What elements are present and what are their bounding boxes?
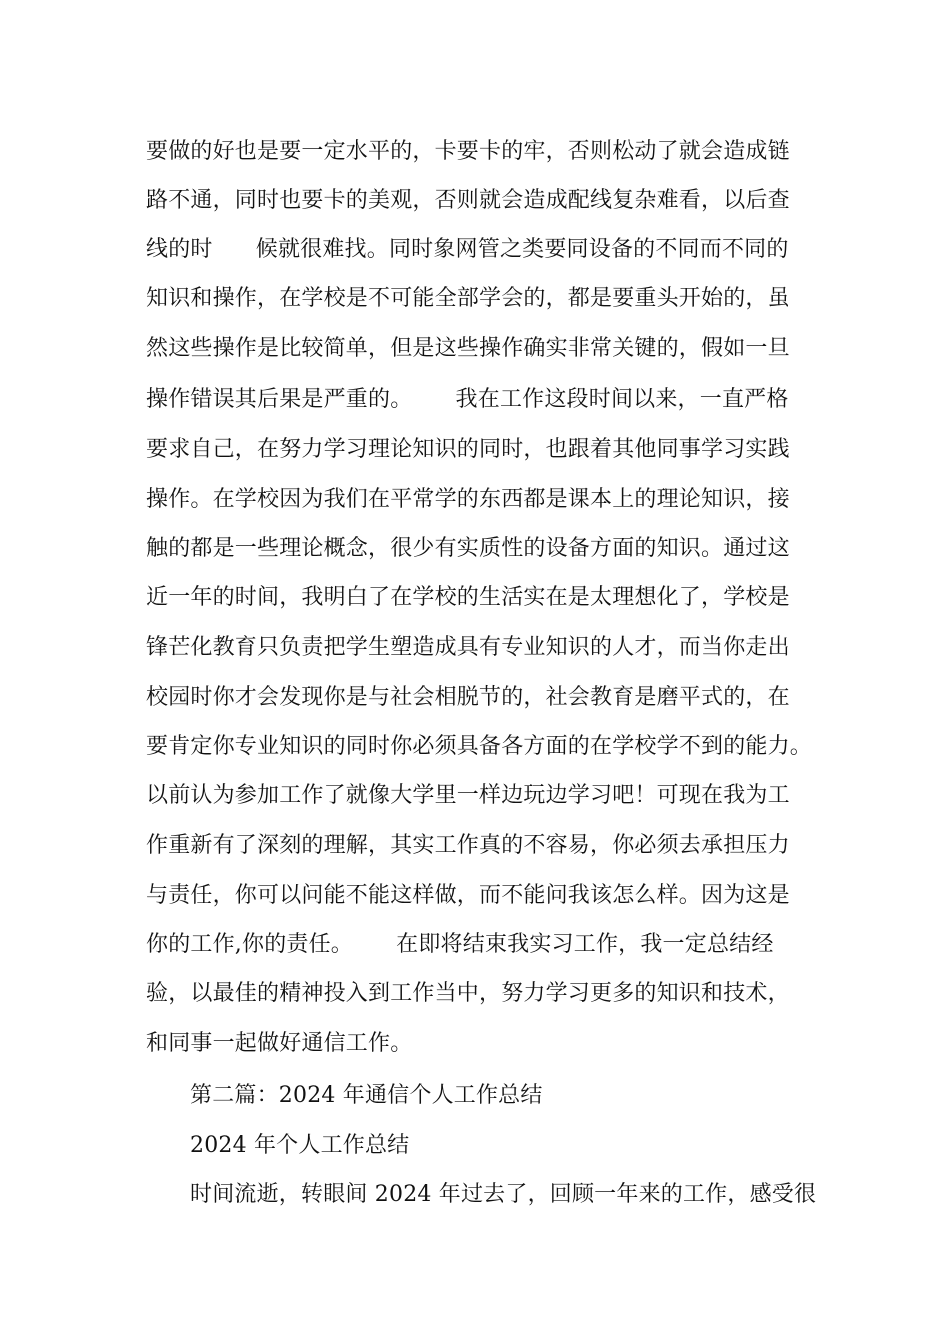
body-line-3: 线的时 候就很难找。同时象网管之类要同设备的不同而不同的 — [146, 237, 789, 262]
body-line-18: 验，以最佳的精神投入到工作当中，努力学习更多的知识和技术， — [146, 981, 790, 1006]
body-line-7: 要求自己，在努力学习理论知识的同时，也跟着其他同事学习实践 — [146, 437, 790, 462]
body-line-last: 时间流逝，转眼间 2024 年过去了，回顾一年来的工作，感受很 — [190, 1182, 817, 1207]
body-line-9: 触的都是一些理论概念，很少有实质性的设备方面的知识。通过这 — [146, 536, 790, 561]
body-line-11: 锋芒化教育只负责把学生塑造成具有专业知识的人才，而当你走出 — [146, 635, 790, 660]
body-line-4: 知识和操作，在学校是不可能全部学会的，都是要重头开始的，虽 — [146, 286, 790, 311]
body-line-17: 你的工作,你的责任。 在即将结束我实习工作，我一定总结经 — [146, 932, 774, 957]
body-line-14: 以前认为参加工作了就像大学里一样边玩边学习吧！可现在我为工 — [146, 783, 790, 808]
section-heading: 第二篇：2024 年通信个人工作总结 — [190, 1083, 543, 1108]
body-line-8: 操作。在学校因为我们在平常学的东西都是课本上的理论知识，接 — [146, 487, 790, 512]
body-line-2: 路不通，同时也要卡的美观，否则就会造成配线复杂难看，以后查 — [146, 188, 790, 213]
body-line-10: 近一年的时间，我明白了在学校的生活实在是太理想化了，学校是 — [146, 585, 790, 610]
body-line-19: 和同事一起做好通信工作。 — [146, 1031, 413, 1056]
body-line-13: 要肯定你专业知识的同时你必须具备各方面的在学校学不到的能力。 — [146, 734, 813, 759]
section-subheading: 2024 年个人工作总结 — [190, 1133, 410, 1158]
body-line-12: 校园时你才会发现你是与社会相脱节的，社会教育是磨平式的，在 — [146, 685, 790, 710]
body-line-16: 与责任，你可以问能不能这样做，而不能问我该怎么样。因为这是 — [146, 883, 790, 908]
body-line-15: 作重新有了深刻的理解，其实工作真的不容易，你必须去承担压力 — [146, 833, 790, 858]
body-line-6: 操作错误其后果是严重的。 我在工作这段时间以来，一直严格 — [146, 387, 789, 412]
body-line-5: 然这些操作是比较简单，但是这些操作确实非常关键的，假如一旦 — [146, 336, 790, 361]
body-line-1: 要做的好也是要一定水平的，卡要卡的牢，否则松动了就会造成链 — [146, 139, 790, 164]
